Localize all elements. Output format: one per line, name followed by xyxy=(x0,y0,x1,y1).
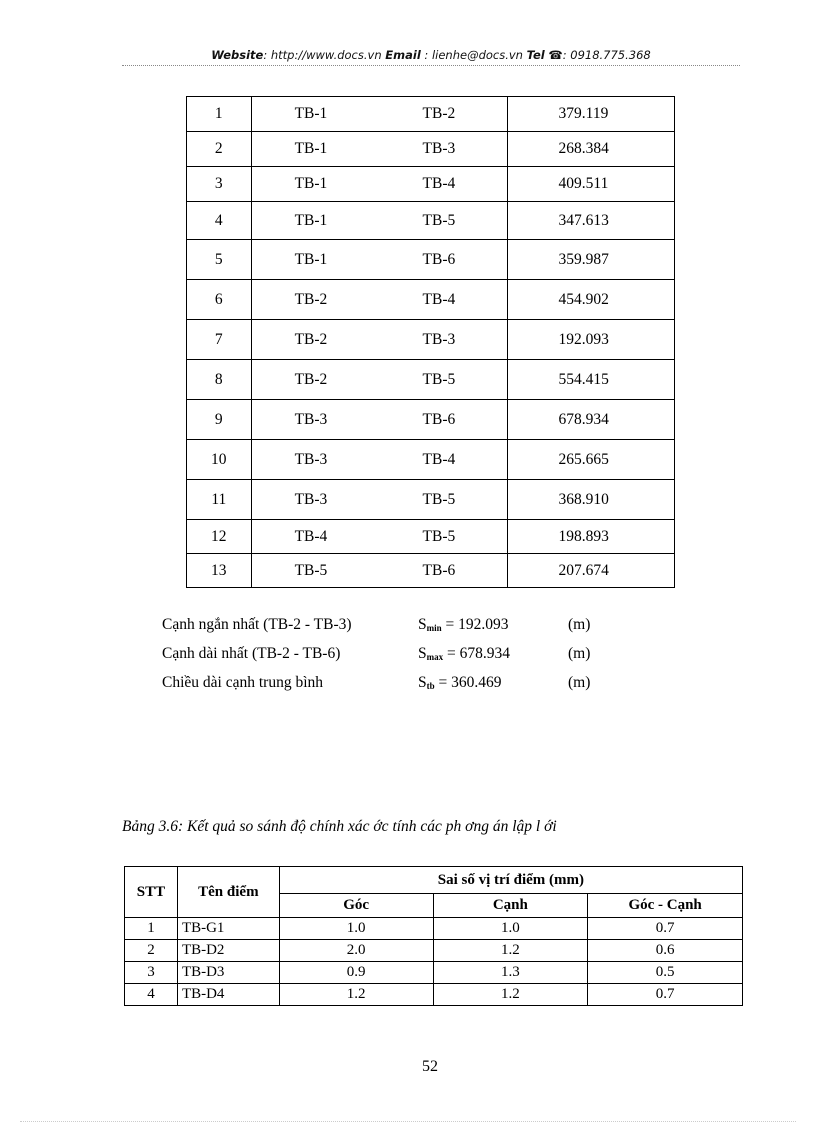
cell-from: TB-2 xyxy=(251,320,380,360)
cell-no: 9 xyxy=(187,400,252,440)
col-name: Tên điểm xyxy=(177,867,279,918)
cell-goc-canh: 0.7 xyxy=(588,918,743,940)
table-row xyxy=(125,962,743,984)
cell-to: TB-5 xyxy=(381,520,507,554)
cell-no: 5 xyxy=(187,240,252,280)
cell-from: TB-1 xyxy=(251,132,380,167)
cell-goc: 0.9 xyxy=(279,962,433,984)
cell-goc-canh: 0.5 xyxy=(588,962,743,984)
cell-length: 368.910 xyxy=(507,480,674,520)
cell-to: TB-5 xyxy=(381,480,507,520)
summary-avg-label: Chiều dài cạnh trung bình xyxy=(162,674,323,691)
cell-from: TB-2 xyxy=(251,280,380,320)
cell-point: TB-D4 xyxy=(177,984,279,1006)
cell-from: TB-1 xyxy=(251,167,380,202)
cell-length: 678.934 xyxy=(507,400,674,440)
cell-length: 379.119 xyxy=(507,97,674,132)
table-row xyxy=(187,202,675,240)
col-canh: Cạnh xyxy=(433,894,588,918)
cell-length: 265.665 xyxy=(507,440,674,480)
cell-to: TB-3 xyxy=(381,320,507,360)
cell-length: 198.893 xyxy=(507,520,674,554)
cell-to: TB-2 xyxy=(381,97,507,132)
cell-from: TB-2 xyxy=(251,360,380,400)
cell-goc: 1.2 xyxy=(279,984,433,1006)
page-number: 52 xyxy=(422,1058,438,1075)
cell-to: TB-5 xyxy=(381,360,507,400)
col-goc-canh: Góc - Cạnh xyxy=(588,894,743,918)
cell-no: 3 xyxy=(187,167,252,202)
table-row xyxy=(187,520,675,554)
cell-to: TB-3 xyxy=(381,132,507,167)
table-row xyxy=(125,984,743,1006)
cell-no: 7 xyxy=(187,320,252,360)
comparison-table xyxy=(124,866,743,1006)
cell-length: 409.511 xyxy=(507,167,674,202)
cell-from: TB-5 xyxy=(251,554,380,588)
summary-max-value: $S_{max} = 678.934$ xyxy=(418,645,510,662)
cell-goc-canh: 0.7 xyxy=(588,984,743,1006)
cell-from: TB-1 xyxy=(251,97,380,132)
cell-canh: 1.2 xyxy=(433,940,588,962)
cell-from: TB-3 xyxy=(251,480,380,520)
table-row xyxy=(187,480,675,520)
table-row xyxy=(187,280,675,320)
distance-table xyxy=(186,96,675,588)
cell-from: TB-3 xyxy=(251,440,380,480)
cell-goc-canh: 0.6 xyxy=(588,940,743,962)
summary-max-row xyxy=(162,641,590,670)
edge-summary xyxy=(162,612,590,699)
cell-length: 192.093 xyxy=(507,320,674,360)
cell-no: 1 xyxy=(187,97,252,132)
cell-stt: 4 xyxy=(125,984,178,1006)
email-label: Email xyxy=(385,48,421,62)
cell-from: TB-4 xyxy=(251,520,380,554)
table-row xyxy=(187,360,675,400)
table-row xyxy=(187,240,675,280)
summary-min-value: $S_{min} = 192.093$ xyxy=(418,616,509,633)
cell-length: 359.987 xyxy=(507,240,674,280)
cell-length: 454.902 xyxy=(507,280,674,320)
footer-divider xyxy=(20,1121,796,1122)
cell-length: 554.415 xyxy=(507,360,674,400)
header-row xyxy=(125,867,743,894)
table-row xyxy=(187,132,675,167)
summary-avg-value: $S_{tb} = 360.469$ xyxy=(418,674,502,691)
phone-icon: ☎ xyxy=(548,48,563,62)
cell-to: TB-4 xyxy=(381,167,507,202)
cell-stt: 3 xyxy=(125,962,178,984)
header-divider xyxy=(122,65,740,66)
table-caption: Bảng 3.6: Kết quả so sánh độ chính xác ớc tính các ph ơng án lập l ới xyxy=(122,818,557,835)
table-row xyxy=(187,554,675,588)
summary-avg-row xyxy=(162,670,590,699)
cell-point: TB-D2 xyxy=(177,940,279,962)
cell-no: 12 xyxy=(187,520,252,554)
table-row xyxy=(187,97,675,132)
table-row xyxy=(187,167,675,202)
website-label: Website xyxy=(211,48,264,62)
summary-max-unit: (m) xyxy=(568,645,591,662)
cell-stt: 1 xyxy=(125,918,178,940)
cell-no: 10 xyxy=(187,440,252,480)
summary-min-label: Cạnh ngắn nhất (TB-2 - TB-3) xyxy=(162,616,352,633)
tel-value: : 0918.775.368 xyxy=(562,48,651,62)
cell-length: 268.384 xyxy=(507,132,674,167)
cell-to: TB-4 xyxy=(381,280,507,320)
col-group-error: Sai số vị trí điểm (mm) xyxy=(279,867,742,894)
summary-min-row xyxy=(162,612,590,641)
page-header xyxy=(122,48,740,62)
table-row xyxy=(187,400,675,440)
cell-goc: 1.0 xyxy=(279,918,433,940)
cell-to: TB-6 xyxy=(381,554,507,588)
cell-point: TB-G1 xyxy=(177,918,279,940)
table-row xyxy=(125,940,743,962)
cell-to: TB-5 xyxy=(381,202,507,240)
cell-no: 4 xyxy=(187,202,252,240)
cell-no: 6 xyxy=(187,280,252,320)
cell-stt: 2 xyxy=(125,940,178,962)
website-value: : http://www.docs.vn xyxy=(263,48,386,62)
cell-to: TB-4 xyxy=(381,440,507,480)
table-row xyxy=(187,320,675,360)
summary-min-unit: (m) xyxy=(568,616,591,633)
summary-max-label: Cạnh dài nhất (TB-2 - TB-6) xyxy=(162,645,341,662)
summary-avg-unit: (m) xyxy=(568,674,591,691)
cell-from: TB-1 xyxy=(251,202,380,240)
cell-canh: 1.2 xyxy=(433,984,588,1006)
cell-length: 347.613 xyxy=(507,202,674,240)
email-value: : lienhe@docs.vn xyxy=(420,48,527,62)
cell-from: TB-3 xyxy=(251,400,380,440)
cell-canh: 1.0 xyxy=(433,918,588,940)
col-goc: Góc xyxy=(279,894,433,918)
table-row xyxy=(187,440,675,480)
cell-to: TB-6 xyxy=(381,240,507,280)
cell-no: 8 xyxy=(187,360,252,400)
tel-label: Tel xyxy=(526,48,545,62)
cell-goc: 2.0 xyxy=(279,940,433,962)
cell-length: 207.674 xyxy=(507,554,674,588)
cell-no: 2 xyxy=(187,132,252,167)
table-row xyxy=(125,918,743,940)
cell-from: TB-1 xyxy=(251,240,380,280)
cell-canh: 1.3 xyxy=(433,962,588,984)
col-stt: STT xyxy=(125,867,178,918)
cell-point: TB-D3 xyxy=(177,962,279,984)
cell-no: 13 xyxy=(187,554,252,588)
cell-to: TB-6 xyxy=(381,400,507,440)
cell-no: 11 xyxy=(187,480,252,520)
